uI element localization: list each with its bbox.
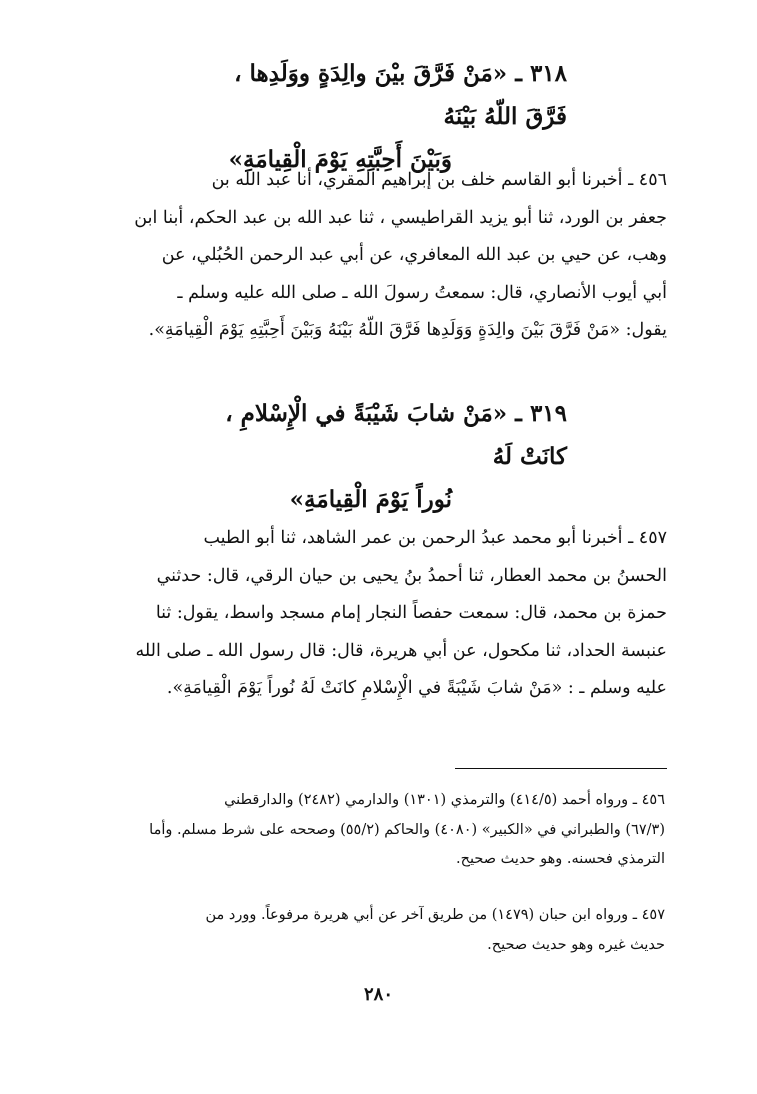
text-line: أبي أيوب الأنصاري، قال: سمعتُ رسولَ الله ـ صلى الله عليه وسلم ـ xyxy=(177,282,667,303)
footnote-line: حديث غيره وهو حديث صحيح. xyxy=(487,936,665,953)
heading-319-line-1: ٣١٩ ـ «مَنْ شابَ شَيْبَةً في الْإِسْلامِ ، كانَتْ لَهُ xyxy=(225,400,567,470)
footnote-line: الترمذي فحسنه. وهو حديث صحيح. xyxy=(456,851,665,867)
heading-318-line-2: وَبَيْنَ أَحِبَّتِهِ يَوْمَ الْقِيامَةِ» xyxy=(228,146,452,173)
footnote-457 xyxy=(95,901,665,960)
hadith-text-456 xyxy=(93,162,667,350)
page-number: ٢٨٠ xyxy=(363,984,393,1005)
text-line: الحسنُ بن محمد العطار، ثنا أحمدُ بنُ يحيى بن حيان الرقي، قال: حدثني xyxy=(156,565,667,586)
text-line: وهب، عن حيي بن عبد الله المعافري، عن أبي عبد الرحمن الحُبُلي، عن xyxy=(161,245,667,266)
text-line: ٤٥٧ ـ أخبرنا أبو محمد عبدُ الرحمن بن عمر الشاهد، ثنا أبو الطيب xyxy=(203,528,667,548)
text-line: يقول: «مَنْ فَرَّقَ بَيْنَ والِدَةٍ وَوَلَدِها فَرَّقَ اللّهُ بَيْنَهُ وَبَيْنَ أَحِبَّتِهِ يَوْمَ الْقِيامَةِ». xyxy=(148,320,667,341)
text-line: عنبسة الحداد، ثنا مكحول، عن أبي هريرة، قال: قال رسول الله ـ صلى الله xyxy=(135,640,667,661)
hadith-text-457 xyxy=(93,520,667,708)
text-line: جعفر بن الورد، ثنا أبو يزيد القراطيسي ، ثنا عبد الله بن عبد الحكم، أبنا ابن xyxy=(134,207,667,228)
heading-319-line-2: نُوراً يَوْمَ الْقِيامَةِ» xyxy=(289,486,452,513)
footnote-line: ٤٥٧ ـ ورواه ابن حبان (١٤٧٩) من طريق آخر عن أبي هريرة مرفوعاً. وورد من xyxy=(205,907,665,923)
hadith-heading-319 xyxy=(187,392,567,521)
footnote-line: (٦٧/٣) والطبراني في «الكبير» (٤٠٨٠) والحاكم (٥٥/٢) وصححه على شرط مسلم. وأما xyxy=(149,821,665,838)
text-line: حمزة بن محمد، قال: سمعت حفصاً النجار إمام مسجد واسط، يقول: ثنا xyxy=(155,603,667,624)
text-line: عليه وسلم ـ : «مَنْ شابَ شَيْبَةً في الْإِسْلامِ كانَتْ لَهُ نُوراً يَوْمَ الْقِيامَةِ». xyxy=(166,678,667,699)
text-line: ٤٥٦ ـ أخبرنا أبو القاسم خلف بن إبراهيم المقري، أنا عبد الله بن xyxy=(211,170,667,190)
heading-318-line-1: ٣١٨ ـ «مَنْ فَرَّقَ بيْنَ والِدَةٍ ووَلَدِها ، فَرَّقَ اللّهُ بَيْنَهُ xyxy=(234,60,567,130)
footnote-separator xyxy=(455,768,667,769)
footnote-line: ٤٥٦ ـ ورواه أحمد (٤١٤/٥) والترمذي (١٣٠١) والدارمي (٢٤٨٢) والدارقطني xyxy=(224,792,665,808)
footnote-456 xyxy=(95,786,665,875)
